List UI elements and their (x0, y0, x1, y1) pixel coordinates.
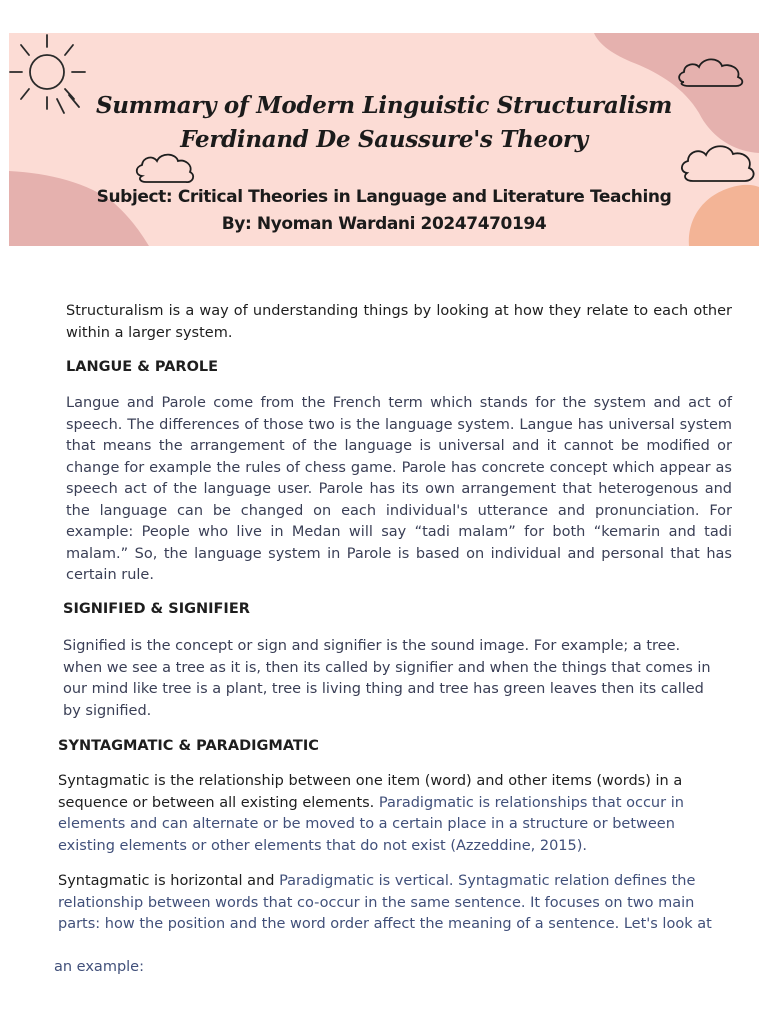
paradigmatic-vertical: Paradigmatic is vertical. (279, 873, 454, 889)
syntagmatic-definition: Syntagmatic is the relationship between one item (word) and other items (words) in a sequence or between all existing elements. (58, 773, 683, 811)
example-lead: an example: (54, 959, 144, 975)
signified-paragraph (63, 636, 733, 722)
section-heading-langue-parole: LANGUE & PAROLE (66, 359, 219, 375)
author-line: By: Nyoman Wardani 20247470194 (221, 214, 547, 234)
text-line: Signified is the concept or sign and signifier is the sound image. For example; a tree. (63, 638, 681, 654)
blob-shape (9, 171, 149, 246)
syntagmatic-paragraph-2 (58, 871, 728, 936)
paradigmatic-definition: Paradigmatic is relationships that occur in elements and can alternate or be moved to a certain place in a structure or between existing elements or other elements that do not exist (Azzeddine, 2015). (58, 794, 684, 854)
cloud-icon (137, 155, 193, 182)
syntagmatic-paragraph-1 (58, 771, 734, 857)
text-line: our mind like tree is a plant, tree is living thing and tree has green leaves then its called (63, 681, 704, 697)
section-heading-syntagmatic-paradigmatic: SYNTAGMATIC & PARADIGMATIC (58, 738, 319, 754)
subject-line: Subject: Critical Theories in Language and Literature Teaching (96, 187, 672, 207)
text-line: by signified. (63, 702, 152, 719)
title-line-2: Ferdinand De Saussure's Theory (180, 126, 588, 153)
title-line-1: Summary of Modern Linguistic Structuralism (95, 92, 673, 119)
syntagmatic-relation-text: Syntagmatic relation defines the relationship between words that co-occur in the same sentence. It focuses on two main parts: how the position and the word order affect the meaning of a sentence. Let's look at (58, 873, 712, 932)
langue-parole-paragraph: Langue and Parole come from the French term which stands for the system and act of speech. The differences of those two is the language system. Langue has universal system that means the arrangement of the language is universal and it cannot be modified or change for example the rules of chess game. Parole has concrete concept which appear as speech act of the language user. Parole has its own arrangement that heterogenous and the language can be changed on each individual's utterance and pronunciation. For example: People who live in Medan will say “tadi malam” for both “kemarin and tadi malam.” So, the language system in Parole is based on individual and personal that has certain rule. (66, 395, 732, 583)
text-line: when we see a tree as it is, then its called by signifier and when the things that comes in (63, 659, 711, 676)
intro-paragraph: Structuralism is a way of understanding things by looking at how they relate to each other within a larger system. (66, 303, 732, 341)
syntagmatic-horizontal: Syntagmatic is horizontal and (58, 873, 275, 889)
section-heading-signified-signifier: SIGNIFIED & SIGNIFIER (63, 601, 250, 617)
header-banner (9, 33, 759, 246)
